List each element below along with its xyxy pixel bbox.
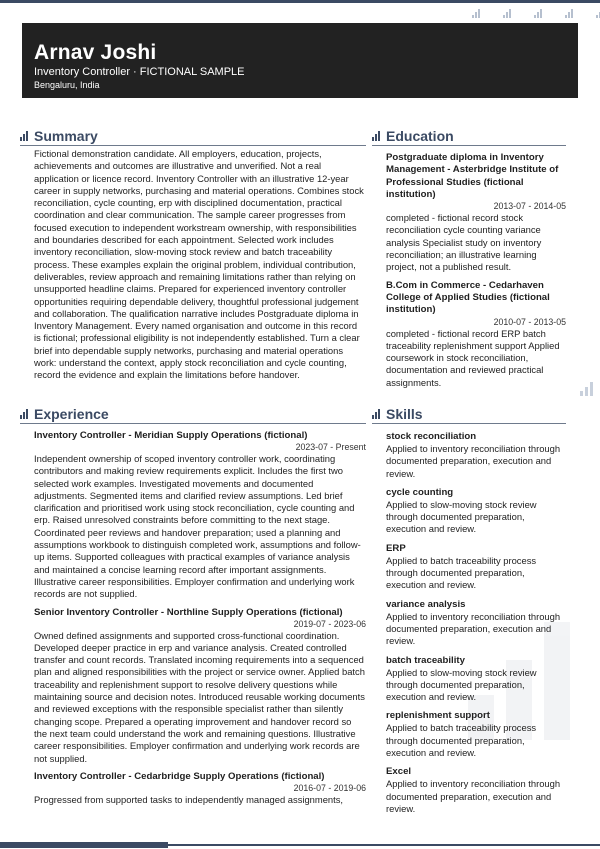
skill-description: Applied to inventory reconciliation through documented preparation, execution and review. (386, 610, 561, 647)
bar-chart-icon (596, 8, 600, 18)
bar-chart-icon (20, 409, 30, 419)
bottom-rule (168, 844, 600, 846)
section-title: Experience (34, 406, 109, 422)
bar-chart-icon (534, 8, 544, 18)
summary-text: Fictional demonstration candidate. All employers, education, projects, achievements and outcomes are illustrative and unverified. Not a real application or licence record. Inventory Controller with an illustrative 12-year career in supply networks, purchasing and material operations. Combines stock reconciliation, cycle counting, erp with disciplined documentation, practical coordination and clear communication. The sample career progresses from focused execution to independent workstream ownership, with responsibilities and boundaries described for each appointment. Selected work includes inventory reconciliation, slow-moving stock review and batch traceability process. These examples explain the original problem, individual contribution, deliverables, review approach and remaining limitations rather than relying on unsupported headline claims. Prepared for experienced inventory controller opportunities requiring dependable delivery, thoughtful professional judgement and collaboration. The qualification narrative includes Postgraduate diploma in Inventory Management. Every named organisation and outcome in this record is fictional; professional eligibility is not independently established. Turn a clear brief into dependable supply networks, purchasing and material operations work: understand the context, apply stock reconciliation and cycle counting, record the evidence and explain the limitations before handover. (34, 148, 364, 381)
skill-name: Excel (386, 766, 412, 778)
skill-description: Applied to batch traceability process through documented preparation, execution and review. (386, 554, 537, 591)
bar-chart-icon (20, 131, 30, 141)
skill-description: Applied to batch traceability process through documented preparation, execution and review. (386, 722, 537, 759)
bar-chart-icon (472, 8, 482, 18)
candidate-role: Inventory Controller · FICTIONAL SAMPLE (34, 66, 245, 78)
skills-heading (372, 406, 566, 424)
education-dates: 2013-07 - 2014-05 (493, 201, 566, 212)
experience-section (20, 406, 366, 806)
job-entry (34, 607, 366, 765)
job-title: Senior Inventory Controller - Northline Supply Operations (fictional) (34, 606, 343, 618)
skill-description: Applied to slow-moving stock review through documented preparation, execution and review. (386, 666, 537, 703)
skill-entry (386, 487, 566, 536)
skill-description: Applied to slow-moving stock review through documented preparation, execution and review. (386, 498, 537, 535)
job-title: Inventory Controller - Cedarbridge Supply Operations (fictional) (34, 770, 325, 782)
job-description: Progressed from supported tasks to independently managed assignments, (34, 793, 344, 805)
skill-name: cycle counting (386, 486, 454, 498)
job-description: Independent ownership of scoped inventory controller work, coordinating contributors and making review requirements explicit. Includes the first two selected work examples. Investigated movements and documented adjustments. Segmented items and clarified review assumptions. Led brief clarification and prioritised work using stock reconciliation, cycle counting and erp. Raised unresolved constraints before committing to the next stage. Coordinated peer reviews and handover preparation; used a planning and assumptions workbook to distinguish completed work, assumptions and follow-up items. Supported colleagues with practical examples of variance analysis and maintained a concise learning record after important assignments. Illustrative career responsibilities. Employer confirmation and underlying work records are not supplied. (34, 453, 361, 600)
skill-entry (386, 431, 566, 480)
skill-name: stock reconciliation (386, 431, 477, 442)
bar-chart-icon (372, 409, 382, 419)
section-title: Summary (34, 128, 98, 144)
section-title: Education (386, 128, 454, 144)
decorative-bar-icons (472, 8, 600, 18)
skill-entry (386, 766, 566, 815)
education-entry (386, 280, 566, 389)
bar-chart-icon (503, 8, 513, 18)
education-dates: 2010-07 - 2013-05 (493, 316, 566, 327)
bar-chart-icon (580, 382, 594, 396)
education-title: B.Com in Commerce - Cedarhaven College of Applied Studies (fictional institution) (386, 279, 550, 316)
education-section (372, 128, 566, 389)
job-description: Owned defined assignments and supported cross-functional coordination. Developed deeper practice in erp and variance analysis. Created controlled transfer and count records. Translated incoming requirements into a sequenced plan and aligned responsibilities with the project or service owner. Applied batch traceability and replenishment support to resolve delivery questions while maintaining source and decision notes. Introduced reusable working documents and reviewed exceptions with the responsible specialist rather than silently changing scope. Prepared a operating improvement and handover record so the next team could understand the work and remaining questions. Illustrative career responsibilities. Employer confirmation and underlying work records are not supplied. (34, 629, 365, 764)
skills-section (372, 406, 566, 815)
skill-name: batch traceability (386, 654, 465, 666)
skill-entry (386, 599, 566, 648)
candidate-name: Arnav Joshi (34, 41, 157, 64)
job-entry (34, 771, 366, 806)
job-dates: 2016-07 - 2019-06 (293, 782, 366, 793)
education-description: completed - fictional record ERP batch traceability replenishment support Applied coursework in stock reconciliation, documentation and reviewed practical assignments. (386, 327, 560, 388)
skill-name: variance analysis (386, 598, 466, 610)
job-entry (34, 430, 366, 601)
skill-description: Applied to inventory reconciliation through documented preparation, execution and review. (386, 778, 561, 814)
job-dates: 2023-07 - Present (295, 442, 366, 452)
bar-chart-icon (372, 131, 382, 141)
education-heading (372, 128, 566, 146)
skill-entry (386, 655, 566, 704)
skill-entry (386, 543, 566, 592)
summary-section (20, 128, 366, 382)
skill-name: replenishment support (386, 710, 490, 722)
education-title: Postgraduate diploma in Inventory Management - Asterbridge Institute of Professional Studies (fictional institution) (386, 152, 559, 200)
experience-heading (20, 406, 366, 424)
skill-entry (386, 710, 566, 759)
skill-description: Applied to inventory reconciliation through documented preparation, execution and review. (386, 443, 561, 479)
resume-header (22, 23, 578, 98)
education-entry (386, 152, 566, 274)
section-title: Skills (386, 406, 423, 422)
job-dates: 2019-07 - 2023-06 (293, 618, 366, 629)
top-rule (0, 0, 600, 3)
bottom-rule (0, 842, 168, 848)
job-title: Inventory Controller - Meridian Supply Operations (fictional) (34, 430, 308, 441)
skill-name: ERP (386, 542, 406, 554)
summary-heading (20, 128, 366, 146)
education-description: completed - fictional record stock reconciliation cycle counting variance analysis Specialist study on inventory reconciliation; an illustrative learning project, not a published result. (386, 212, 542, 273)
bar-chart-icon (565, 8, 575, 18)
candidate-location: Bengaluru, India (34, 80, 100, 90)
